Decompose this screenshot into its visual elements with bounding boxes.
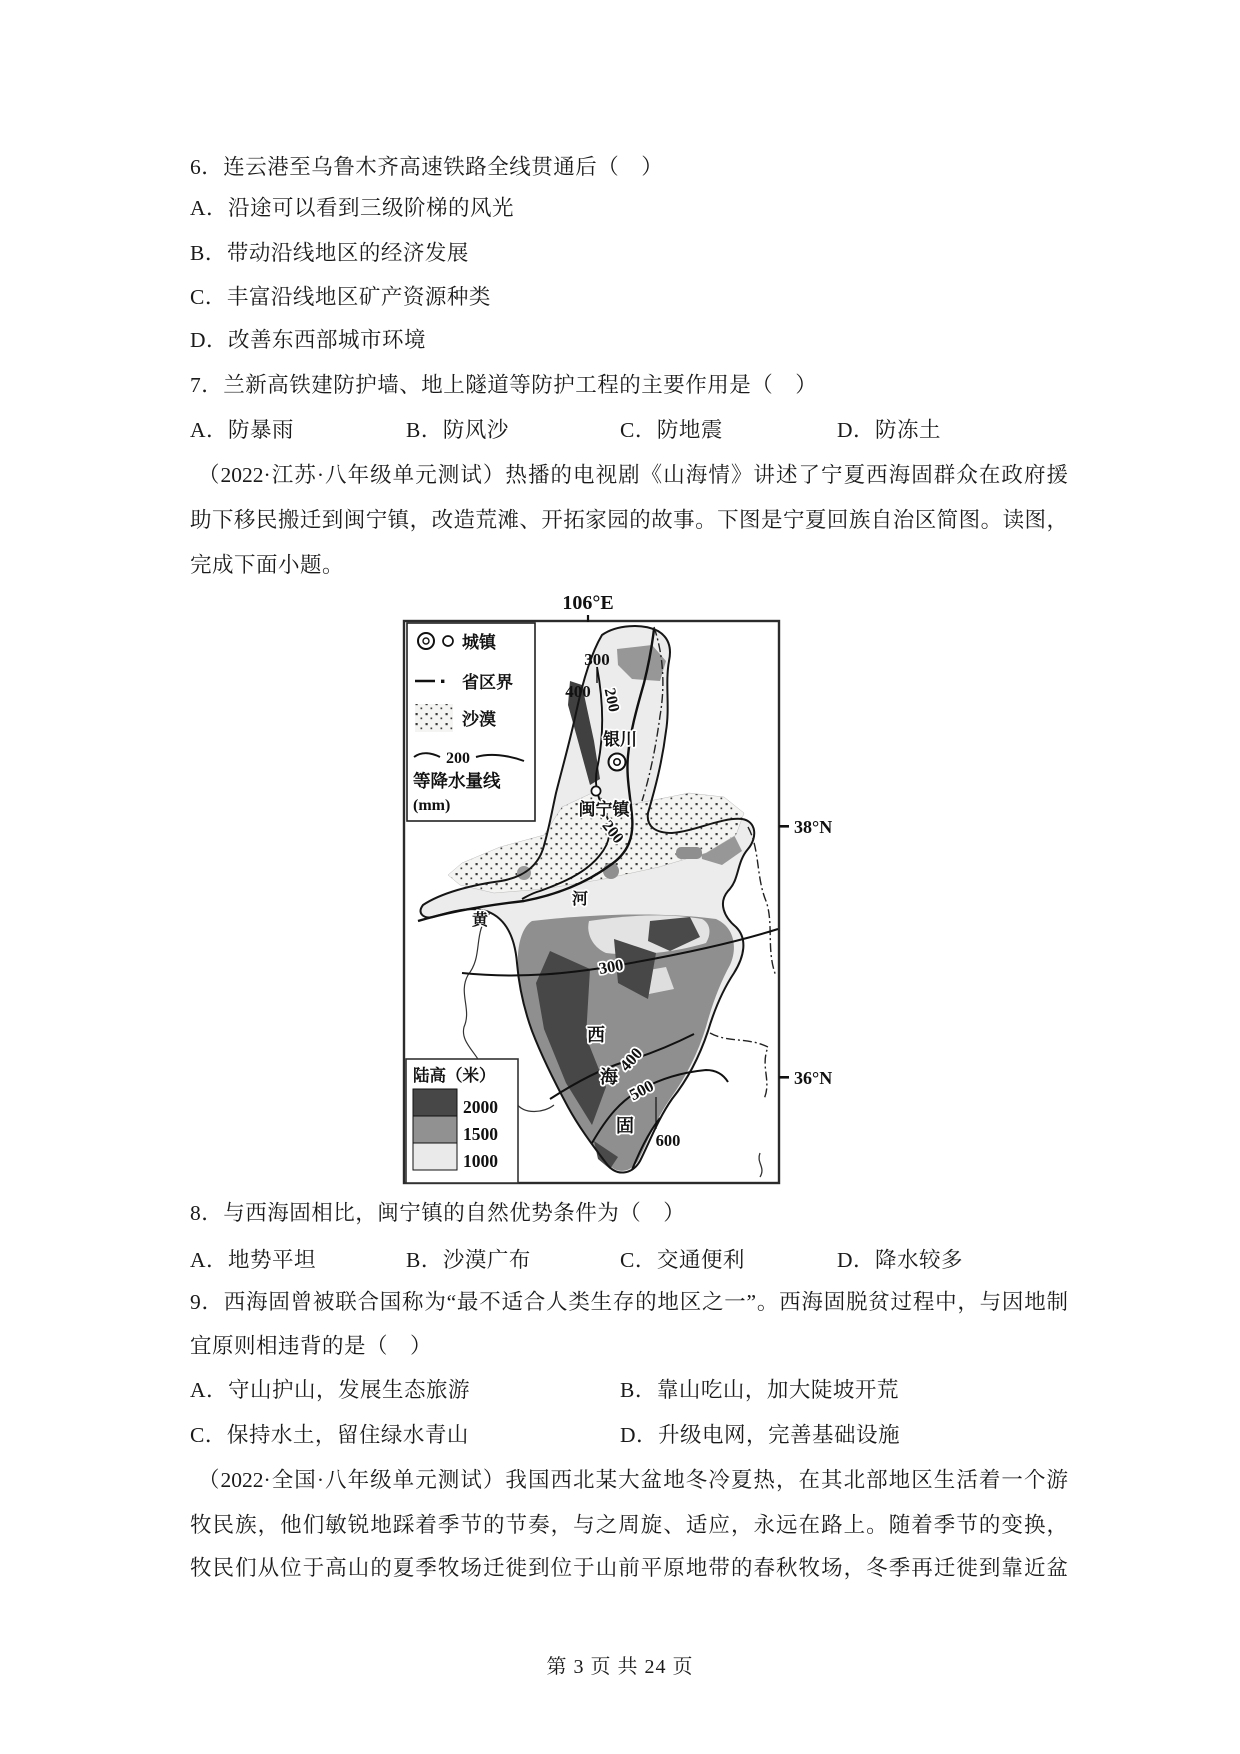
town-symbol-inner	[423, 638, 429, 644]
elevation-value-1000: 1000	[463, 1151, 498, 1171]
latitude-tick-38	[779, 825, 789, 828]
question-9-options-row-2	[190, 1420, 1070, 1450]
question-9-option-b: B．靠山吃山，加大陡坡开荒	[620, 1378, 899, 1402]
passage-1-line-1: （2022·江苏·八年级单元测试）热播的电视剧《山海情》讲述了宁夏西海固群众在政府援	[198, 463, 1068, 487]
desert-hill	[676, 847, 702, 859]
question-8-options	[190, 1245, 1070, 1275]
legend-town-label: 城镇	[462, 633, 496, 652]
minning-town-symbol	[591, 786, 600, 795]
page-footer: 第 3 页 共 24 页	[546, 1656, 694, 1678]
legend-isohyet-name: 等降水量线	[413, 771, 501, 791]
small-town-symbol-icon	[443, 636, 453, 646]
question-8-option-b: B．沙漠广布	[406, 1248, 531, 1272]
boundary-symbol-dot	[441, 680, 444, 683]
question-8-stem: 8．与西海固相比，闽宁镇的自然优势条件为（ ）	[190, 1201, 686, 1225]
question-7-option-c: C．防地震	[620, 418, 723, 442]
contour-label-600-south: 600	[655, 1131, 681, 1150]
question-6-stem: 6．连云港至乌鲁木齐高速铁路全线贯通后（ ）	[190, 155, 664, 179]
yinchuan-city-symbol	[609, 754, 626, 771]
contour-label-200-b: 200	[598, 817, 627, 847]
question-7-option-b: B．防风沙	[406, 418, 509, 442]
elevation-legend	[406, 1059, 518, 1183]
river-char-huang: 黄	[471, 912, 489, 929]
question-7-stem: 7．兰新高铁建防护墙、地上隧道等防护工程的主要作用是（ ）	[190, 373, 818, 397]
passage-2-line-3: 牧民们从位于高山的夏季牧场迁徙到位于山前平原地带的春秋牧场，冬季再迁徙到靠近盆	[190, 1556, 1068, 1580]
legend-isohyet-unit: (mm)	[413, 797, 451, 814]
yinchuan-label: 银川	[603, 730, 637, 749]
question-6-option-a: A．沿途可以看到三级阶梯的风光	[190, 196, 515, 220]
question-9-stem-line-1: 9．西海固曾被联合国称为“最不适合人类生存的地区之一”。西海固脱贫过程中，与因地制	[190, 1290, 1068, 1314]
region-char-xi: 西	[587, 1025, 605, 1045]
latitude-label-36n: 36°N	[794, 1068, 833, 1088]
question-9-options-row-1	[190, 1375, 1070, 1405]
ningxia-map	[380, 580, 860, 1196]
elevation-legend-title: 陆高（米）	[413, 1066, 496, 1085]
question-9-option-c: C．保持水土，留住绿水青山	[190, 1423, 469, 1447]
elevation-swatch-1500	[413, 1116, 457, 1143]
question-6-option-b: B．带动沿线地区的经济发展	[190, 241, 469, 265]
question-7-option-a: A．防暴雨	[190, 418, 295, 442]
contour-label-400-north: 400	[565, 682, 591, 701]
contour-label-400-south: 400	[615, 1043, 647, 1075]
passage-1-line-3: 完成下面小题。	[190, 553, 345, 577]
map-legend	[407, 623, 535, 821]
desert-symbol-icon	[415, 704, 453, 732]
region-char-gu: 固	[616, 1116, 634, 1136]
question-9-stem-line-2: 宜原则相违背的是（ ）	[190, 1334, 433, 1358]
legend-desert-label: 沙漠	[462, 710, 496, 729]
question-6-option-c: C．丰富沿线地区矿产资源种类	[190, 285, 491, 309]
question-7-options	[190, 415, 1070, 445]
elevation-value-1500: 1500	[463, 1124, 498, 1144]
region-char-hai: 海	[600, 1067, 618, 1087]
question-7-option-d: D．防冻土	[837, 418, 942, 442]
contour-label-200-a: 200	[600, 686, 623, 714]
passage-1-line-2: 助下移民搬迁到闽宁镇，改造荒滩、开拓家园的故事。下图是宁夏回族自治区简图。读图，	[190, 508, 1068, 532]
legend-isohyet-value: 200	[446, 750, 470, 767]
question-9-option-a: A．守山护山，发展生态旅游	[190, 1378, 471, 1402]
question-6-option-d: D．改善东西部城市环境	[190, 328, 427, 352]
contour-label-300-north: 300	[584, 650, 610, 669]
passage-2-line-1: （2022·全国·八年级单元测试）我国西北某大盆地冬冷夏热，在其北部地区生活着一个游	[198, 1468, 1068, 1492]
legend-boundary-label: 省区界	[462, 673, 513, 692]
question-8-option-a: A．地势平坦	[190, 1248, 317, 1272]
question-8-option-c: C．交通便利	[620, 1248, 745, 1272]
elevation-value-2000: 2000	[463, 1097, 498, 1117]
elevation-swatch-2000	[413, 1089, 457, 1116]
contour-label-300-mid: 300	[597, 955, 625, 979]
latitude-label-38n: 38°N	[794, 817, 833, 837]
question-9-option-d: D．升级电网，完善基础设施	[620, 1423, 901, 1447]
map-longitude-label: 106°E	[562, 592, 614, 614]
question-8-option-d: D．降水较多	[837, 1248, 964, 1272]
latitude-tick-36	[779, 1076, 789, 1079]
river-char-he: 河	[571, 891, 589, 908]
elevation-swatch-1000	[413, 1143, 457, 1170]
passage-2-line-2: 牧民族，他们敏锐地踩着季节的节奏，与之周旋、适应，永远在路上。随着季节的变换，	[190, 1513, 1068, 1537]
minning-label: 闽宁镇	[578, 800, 630, 819]
contour-label-500-south: 500	[626, 1075, 657, 1105]
